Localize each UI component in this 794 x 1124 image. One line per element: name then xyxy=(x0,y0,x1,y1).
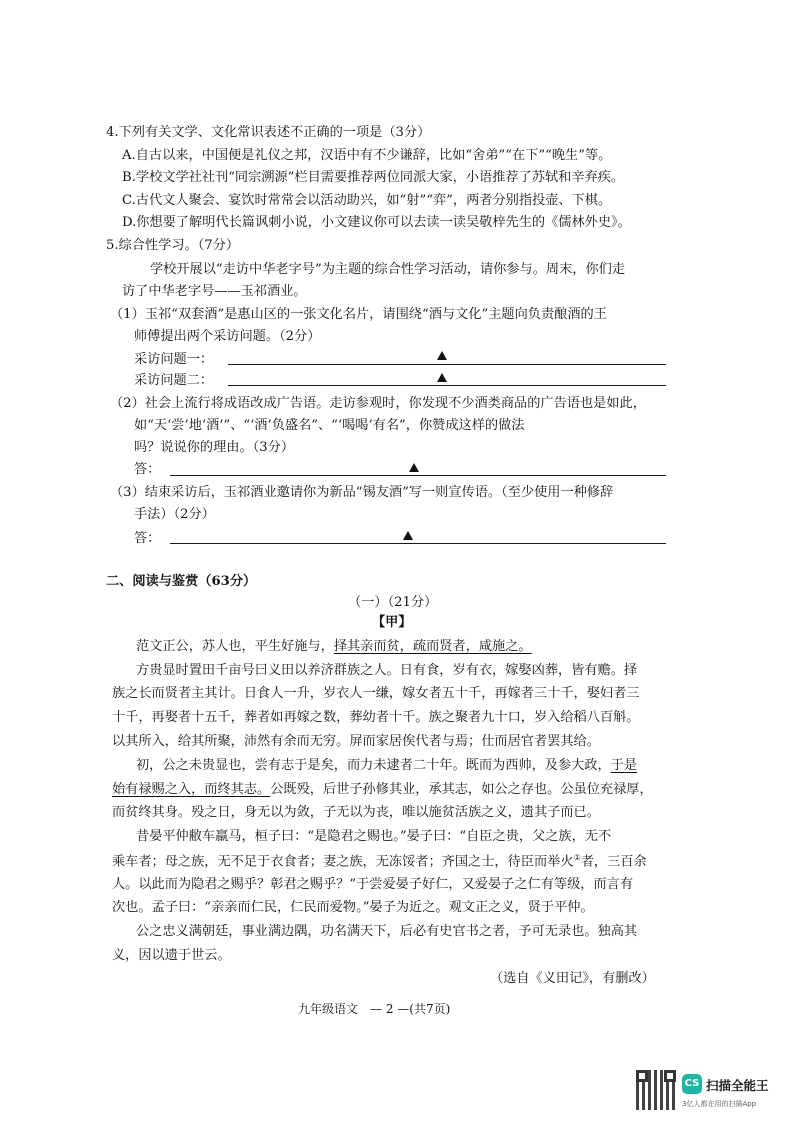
underlined-sentence: 始有禄赐之入，而终其志。 xyxy=(112,782,271,797)
q5-part2-answer-label: 答： xyxy=(134,462,161,477)
passage-line-9: 昔晏平仲敝车羸马，桓子曰：“是隐君之赐也。”晏子曰：“自臣之贵，父之族，无不 xyxy=(136,829,612,844)
q5-part1-line1: （1）玉祁“双套酒”是惠山区的一张文化名片，请围绕“酒与文化”主题向负责酿酒的王 xyxy=(110,307,607,322)
q5-part2-line1: （2）社会上流行将成语改成广告语。走访参观时，你发现不少酒类商品的广告语也是如此， xyxy=(110,396,646,411)
q4-stem: 4.下列有关文学、文化常识表述不正确的一项是（3分） xyxy=(106,125,431,140)
q5-part3-line2: 手法）（2分） xyxy=(134,507,215,522)
footnote-marker: ① xyxy=(573,853,581,862)
underlined-sentence: 择其亲而贫，疏而贤者，咸施之。 xyxy=(333,639,532,654)
passage-line-2: 方贵显时置田千亩号曰义田以养济群族之人。日有食，岁有衣，嫁娶凶葬，皆有赡。择 xyxy=(136,663,638,678)
passage-line-7 xyxy=(112,783,653,796)
passage-line-11: 人。以此而为隐君之赐乎？彰君之赐乎？”于尝爱晏子好仁，又爱晏子之仁有等级，而言有 xyxy=(112,877,634,892)
passage-line-14: 义，因以遗于世云。 xyxy=(112,948,231,963)
passage-line-3: 族之长而贤者主其计。日食人一升，岁衣人一缣，嫁女者五十千，再嫁者三十千，娶妇者三 xyxy=(112,686,640,701)
triangle-marker-icon xyxy=(437,351,447,360)
triangle-marker-icon xyxy=(437,373,447,382)
q4-option-c: C.古代文人聚会、宴饮时常常会以活动助兴，如“射”“弈”，两者分别指投壶、下棋。 xyxy=(122,193,612,208)
q5-part2-line2: 如“天‘尝’地‘酒’”、“‘酒’负盛名”、“‘喝喝’有名”，你赞成这样的做法 xyxy=(134,418,525,433)
q5-part2-line3: 吗？说说你的理由。（3分） xyxy=(134,440,295,455)
q5-part1-answer2-label: 采访问题二： xyxy=(134,373,214,388)
passage-line-12: 次也。孟子曰：“亲亲而仁民，仁民而爱物。”晏子为近之。观文正之义，贤于平仲。 xyxy=(112,900,594,915)
answer-line-1[interactable] xyxy=(228,364,666,365)
passage-line-5: 以其所入，给其所聚，沛然有余而无穷。屏而家居俟代者与焉；仕而居官者罢其给。 xyxy=(112,734,600,749)
page-footer: 九年级语文 — 2 —(共7页) xyxy=(298,1002,451,1016)
q5-part1-line2: 师傅提出两个采访问题。（2分） xyxy=(134,329,321,344)
passage-text: 者，三百余 xyxy=(580,854,647,870)
q5-part3-answer-label: 答： xyxy=(134,531,161,546)
triangle-marker-icon xyxy=(403,531,413,540)
q4-option-b: B.学校文学社社刊“同宗溯源”栏目需要推荐两位同派大家，小语推荐了苏轼和辛弃疾。 xyxy=(122,170,625,185)
subsection-title: （一）（21分） xyxy=(348,595,438,610)
passage-label: 【甲】 xyxy=(372,615,412,630)
qr-code-icon xyxy=(636,1070,676,1110)
watermark-tagline: 3亿人都在用的扫描App xyxy=(682,1100,757,1108)
passage-text: 公既殁，后世子孙修其业，承其志，如公之存也。公虽位充禄厚， xyxy=(270,782,653,797)
section-title: 二、阅读与鉴赏（63分） xyxy=(106,574,257,589)
answer-line-4[interactable] xyxy=(170,543,666,544)
q5-stem: 5.综合性学习。（7分） xyxy=(106,238,240,253)
passage-text: 乘车者；母之族，无不足于衣食者；妻之族，无冻馁者；齐国之士，待臣而举火 xyxy=(112,854,574,870)
q4-option-a: A.自古以来，中国便是礼仪之邦，汉语中有不少谦辞，比如“舍弟”“在下”“晚生”等。 xyxy=(122,148,612,163)
passage-line-8: 而贫终其身。殁之日，身无以为敛，子无以为丧，唯以施贫活族之义，遗其子而已。 xyxy=(112,805,600,820)
underlined-sentence: 于是 xyxy=(610,758,638,773)
answer-line-2[interactable] xyxy=(228,385,666,386)
passage-line-6 xyxy=(136,759,637,772)
q5-intro-line1: 学校开展以“走访中华老字号”为主题的综合性学习活动，请你参与。周末，你们走 xyxy=(150,262,626,277)
q4-option-d: D.你想要了解明代长篇讽刺小说，小文建议你可以去读一读吴敬梓先生的《儒林外史》。 xyxy=(122,215,631,230)
triangle-marker-icon xyxy=(409,463,419,472)
passage-line-4: 十千，再娶者十五千，葬者如再嫁之数，葬幼者十千。族之聚者九十口，岁入给稻八百斛。 xyxy=(112,710,640,725)
watermark-app-name: 扫描全能王 xyxy=(706,1078,769,1093)
passage-text: 范文正公，苏人也，平生好施与， xyxy=(136,639,334,654)
q5-part3-line1: （3）结束采访后，玉祁酒业邀请你为新品“锡友酒”写一则宣传语。（至少使用一种修辞 xyxy=(110,485,614,500)
q5-intro-line2: 访了中华老字号——玉祁酒业。 xyxy=(122,284,307,299)
answer-line-3[interactable] xyxy=(170,475,666,476)
passage-line-1 xyxy=(136,640,532,653)
camscanner-logo-icon: CS xyxy=(682,1074,702,1094)
passage-text: 初，公之未贵显也，尝有志于是矣，而力未逮者二十年。既而为西帅，及参大政， xyxy=(136,758,611,773)
q5-part1-answer1-label: 采访问题一： xyxy=(134,352,214,367)
passage-line-10 xyxy=(112,854,647,869)
passage-line-13: 公之忠义满朝廷，事业满边隅，功名满天下，后必有史官书之者，予可无录也。独高其 xyxy=(136,924,638,939)
passage-source: （选自《义田记》，有删改） xyxy=(490,971,655,986)
